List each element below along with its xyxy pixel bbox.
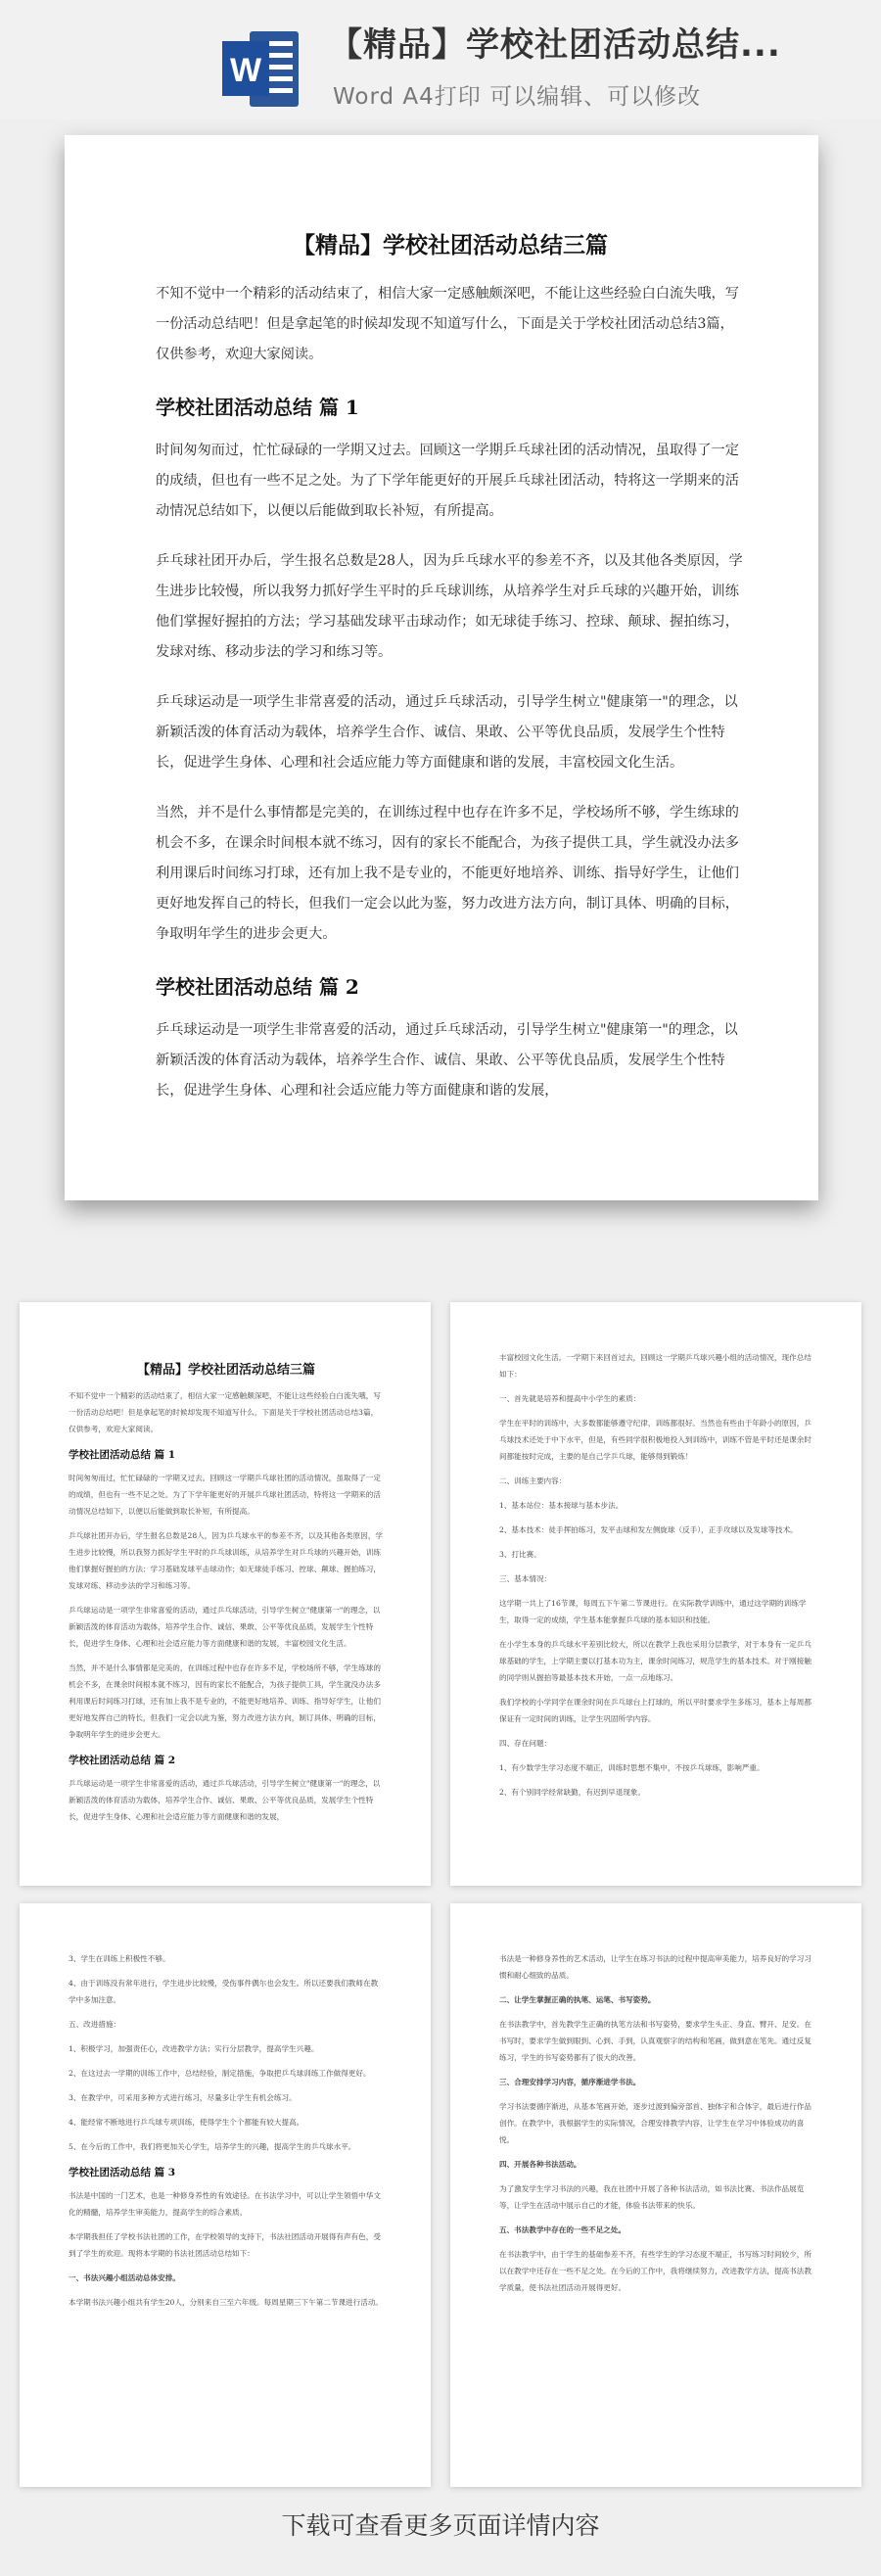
- paragraph: 学生在平时的训练中，大多数都能够遵守纪律，训练都很好。当然也有些由于年龄小的原因，乒乓球技术还处于中下水平，但是，有些同学很积极地投入到训练中，训练不管是平时还是课余时间都能按时完成，主要的是自己学乒乓球，能够得到锻炼！: [499, 1419, 811, 1461]
- section-heading: 学校社团活动总结 篇 2: [69, 1755, 176, 1766]
- page-thumbnail-1[interactable]: [20, 1302, 431, 1886]
- section-heading: 学校社团活动总结 篇 2: [156, 975, 359, 999]
- page-content: [156, 227, 745, 1126]
- paragraph: 乒乓球运动是一项学生非常喜爱的活动，通过乒乓球活动，引导学生树立"健康第一"的理念，以新颖活泼的体育活动为载体，培养学生合作、诚信、果敢、公平等优良品质，发展学生个性特长，促进学生身体、心理和社会适应能力等方面健康和谐的发展，: [156, 1022, 738, 1099]
- paragraph: 乒乓球运动是一项学生非常喜爱的活动，通过乒乓球活动，引导学生树立"健康第一"的理念，以新颖活泼的体育活动为载体，培养学生合作、诚信、果敢、公平等优良品质，发展学生个性特长，促进学生身体、心理和社会适应能力等方面健康和谐的发展，丰富校园文化生活。: [69, 1606, 381, 1648]
- paragraph: 丰富校园文化生活。一学期下来回首过去，回顾这一学期乒乓球兴趣小组的活动情况，现作总结如下：: [499, 1353, 811, 1379]
- paragraph: 时间匆匆而过，忙忙碌碌的一学期又过去。回顾这一学期乒乓球社团的活动情况，虽取得了一定的成绩，但也有一些不足之处。为了下学年能更好的开展乒乓球社团活动，特将这一学期来的活动情况总结如下，以便以后能做到取长补短，有所提高。: [69, 1474, 381, 1516]
- paragraph: 乒乓球社团开办后，学生报名总数是28人，因为乒乓球水平的参差不齐，以及其他各类原因，学生进步比较慢，所以我努力抓好学生平时的乒乓球训练，从培养学生对乒乓球的兴趣开始，训练他们掌握好握拍的方法；学习基础发球平击球动作；如无球徒手练习、控球、颠球、握拍练习，发球对练、移动步法的学习和练习等。: [156, 553, 743, 660]
- paragraph: 1、积极学习，加强责任心，改进教学方法；实行分层教学，提高学生兴趣。: [69, 2044, 319, 2053]
- paragraph: 1、基本站位：基本接球与基本步法。: [499, 1501, 624, 1510]
- paragraph: 乒乓球运动是一项学生非常喜爱的活动，通过乒乓球活动，引导学生树立"健康第一"的理念，以新颖活泼的体育活动为载体，培养学生合作、诚信、果敢、公平等优良品质，发展学生个性特长，促进学生身体、心理和社会适应能力等方面健康和谐的发展，: [69, 1779, 381, 1821]
- thumbnail-content: [69, 1950, 384, 2318]
- paragraph: 在书法教学中，由于学生的基础参差不齐，有些学生的学习态度不端正，书写练习时间较少，所以在教学中还存在一些不足之处。在今后的工作中，我将继续努力，改进教学方法，提高书法教学质量，使书法社团活动开展得更好。: [499, 2250, 811, 2292]
- document-title: 【精品】学校社团活动总结...: [329, 25, 781, 65]
- page-title: 【精品】学校社团活动总结三篇: [136, 1363, 315, 1378]
- paragraph: 本学期书法兴趣小组共有学生20人，分别来自三至六年级。每周星期三下午第二节课进行活动。: [69, 2298, 384, 2307]
- word-document-icon: [220, 27, 301, 111]
- paragraph: 1、有少数学生学习态度不端正，训练时思想不集中，不按乒乓球练，影响严重。: [499, 1763, 765, 1772]
- paragraph: 乒乓球社团开办后，学生报名总数是28人，因为乒乓球水平的参差不齐，以及其他各类原因，学生进步比较慢，所以我努力抓好学生平时的乒乓球训练，从培养学生对乒乓球的兴趣开始，训练他们掌握好握拍的方法；学习基础发球平击球动作；如无球徒手练习、控球、颠球、握拍练习，发球对练、移动步法的学习和练习等。: [69, 1531, 384, 1590]
- paragraph: 为了激发学生学习书法的兴趣，我在社团中开展了各种书法活动，如书法比赛、书法作品展览等，让学生在活动中展示自己的才能，体验书法带来的快乐。: [499, 2184, 805, 2210]
- paragraph: 2、在这过去一学期的训练工作中，总结经验，制定措施，争取把乒乓球训练工作做得更好。: [69, 2069, 371, 2078]
- sub-heading: 一、书法兴趣小组活动总体安排。: [69, 2273, 180, 2282]
- intro-paragraph: 不知不觉中一个精彩的活动结束了，相信大家一定感触颇深吧，不能让这些经验白白流失哦，写一份活动总结吧！但是拿起笔的时候却发现不知道写什么，下面是关于学校社团活动总结3篇，仅供参考，欢迎大家阅读。: [156, 286, 739, 362]
- paragraph: 学习书法要循序渐进，从基本笔画开始，逐步过渡到偏旁部首、独体字和合体字，最后进行作品创作。在教学中，我根据学生的实际情况，合理安排教学内容，让学生在学习中体验成功的喜悦。: [499, 2102, 811, 2144]
- main-page-preview: [65, 135, 818, 1200]
- thumbnail-content: [499, 1349, 814, 1808]
- paragraph: 书法是一种修身养性的艺术活动，让学生在练习书法的过程中提高审美能力，培养良好的学习习惯和耐心细致的品质。: [499, 1954, 811, 1980]
- svg-text:W: W: [229, 52, 262, 89]
- sub-heading: 四、开展各种书法活动。: [499, 2160, 581, 2169]
- paragraph: 一、首先就是培养和提高中小学生的素质：: [499, 1394, 641, 1403]
- paragraph: 时间匆匆而过，忙忙碌碌的一学期又过去。回顾这一学期乒乓球社团的活动情况，虽取得了一定的成绩，但也有一些不足之处。为了下学年能更好的开展乒乓球社团活动，特将这一学期来的活动情况总结如下，以便以后能做到取长补短，有所提高。: [156, 443, 739, 519]
- paragraph: 我们学校的小学同学在课余时间在乒乓球台上打球的，所以平时要求学生多练习，基本上每周都保证有一定时间的训练，让学生巩固所学内容。: [499, 1698, 811, 1723]
- thumbnail-content: [499, 1950, 814, 2304]
- page-title: 【精品】学校社团活动总结三篇: [293, 232, 608, 258]
- paragraph: 2、基本技术：徒手挥拍练习，发平击球和发左侧旋球（反手），正手攻球以及发球等技术。: [499, 1525, 798, 1534]
- paragraph: 书法是中国的一门艺术，也是一种修身养性的有效途径。在书法学习中，可以让学生领悟中华文化的精髓，培养学生审美能力，提高学生的综合素质。: [69, 2191, 381, 2217]
- paragraph: 五、改进措施：: [69, 2020, 121, 2029]
- sub-heading: 三、合理安排学习内容，循序渐进学书法。: [499, 2078, 641, 2086]
- paragraph: 在小学生本身的乒乓球水平差别比较大，所以在教学上我也采用分层教学，对于本身有一定乒乓球基础的学生，上学期主要以打基本功为主，课余时间练习，规范学生的基本技术。对于刚接触的同学则从握拍等最基本技术开始，一点一点地练习。: [499, 1640, 811, 1682]
- paragraph: 这学期一共上了16节课，每周五下午第二节课进行。在实际教学训练中，通过这学期的训练学生，取得一定的成绩，学生基本能掌握乒乓球的基本知识和技能。: [499, 1599, 807, 1624]
- page-thumbnail-4[interactable]: [450, 1903, 861, 2487]
- paragraph: 二、训练主要内容：: [499, 1476, 567, 1485]
- paragraph: 本学期我担任了学校书法社团的工作，在学校领导的支持下，书法社团活动开展得有声有色，受到了学生的欢迎。现将本学期的书法社团活动总结如下：: [69, 2232, 381, 2258]
- paragraph: 乒乓球运动是一项学生非常喜爱的活动，通过乒乓球活动，引导学生树立"健康第一"的理念，以新颖活泼的体育活动为载体，培养学生合作、诚信、果敢、公平等优良品质，发展学生个性特长，促进学生身体、心理和社会适应能力等方面健康和谐的发展，丰富校园文化生活。: [156, 694, 738, 771]
- section-heading: 学校社团活动总结 篇 1: [156, 396, 359, 419]
- paragraph: 三、基本情况：: [499, 1574, 552, 1583]
- paragraph: 3、学生在训练上积极性不够。: [69, 1954, 170, 1963]
- paragraph: 当然，并不是什么事情都是完美的，在训练过程中也存在许多不足，学校场所不够，学生练球的机会不多，在课余时间根本就不练习，因有的家长不能配合，为孩子提供工具，学生就没办法多利用课后时间练习打球，还有加上我不是专业的，不能更好地培养、训练、指导好学生，让他们更好地发挥自己的特长，但我们一定会以此为鉴，努力改进方法方向，制订具体、明确的目标，争取明年学生的进步会更大。: [156, 805, 739, 942]
- download-more-link[interactable]: 下载可查看更多页面详情内容: [281, 2511, 600, 2540]
- paragraph: 四、存在问题：: [499, 1739, 552, 1748]
- paragraph: 4、由于训练没有常年进行，学生进步比较慢，受伤事件偶尔也会发生。所以还要我们教师在教学中多加注意。: [69, 1979, 379, 2004]
- sub-heading: 二、让学生掌握正确的执笔、运笔、书写姿势。: [499, 1995, 656, 2004]
- section-heading: 学校社团活动总结 篇 3: [69, 2167, 176, 2178]
- sub-heading: 五、书法教学中存在的一些不足之处。: [499, 2225, 626, 2234]
- paragraph: 4、能经常不断地进行乒乓球专项训练，使得学生个个都能有较大提高。: [69, 2118, 304, 2127]
- paragraph: 不知不觉中一个精彩的活动结束了，相信大家一定感触颇深吧，不能让这些经验白白流失哦，写一份活动总结吧！但是拿起笔的时候却发现不知道写什么，下面是关于学校社团活动总结3篇，仅供参考，欢迎大家阅读。: [69, 1391, 381, 1433]
- paragraph: 在书法教学中，首先教学生正确的执笔方法和书写姿势，要求学生头正、身直、臂开、足安。在书写时，要求学生做到眼到、心到、手到，认真观察字的结构和笔画，做到意在笔先。通过反复练习，学生的书写姿势都有了很大的改善。: [499, 2020, 811, 2062]
- thumbnail-content: [69, 1359, 384, 1833]
- page-thumbnail-3[interactable]: [20, 1903, 431, 2487]
- paragraph: 5、在今后的工作中，我们将更加关心学生，培养学生的兴趣，提高学生的乒乓球水平。: [69, 2142, 356, 2151]
- download-header: [0, 0, 881, 119]
- paragraph: 当然，并不是什么事情都是完美的，在训练过程中也存在许多不足，学校场所不够，学生练球的机会不多，在课余时间根本就不练习，因有的家长不能配合，为孩子提供工具，学生就没办法多利用课后时间练习打球，还有加上我不是专业的，不能更好地培养、训练、指导好学生，让他们更好地发挥自己的特长，但我们一定会以此为鉴，努力改进方法方向，制订具体、明确的目标，争取明年学生的进步会更大。: [69, 1663, 381, 1739]
- document-subtitle: Word A4打印 可以编辑、可以修改: [333, 84, 702, 110]
- section-heading: 学校社团活动总结 篇 1: [69, 1449, 176, 1461]
- page-thumbnail-2[interactable]: [450, 1302, 861, 1886]
- paragraph: 3、打比赛。: [499, 1550, 541, 1559]
- paragraph: 2、有个别同学经常缺勤，有迟到早退现象。: [499, 1788, 646, 1797]
- paragraph: 3、在教学中，可采用多种方式进行练习，尽量多让学生有机会练习。: [69, 2093, 297, 2102]
